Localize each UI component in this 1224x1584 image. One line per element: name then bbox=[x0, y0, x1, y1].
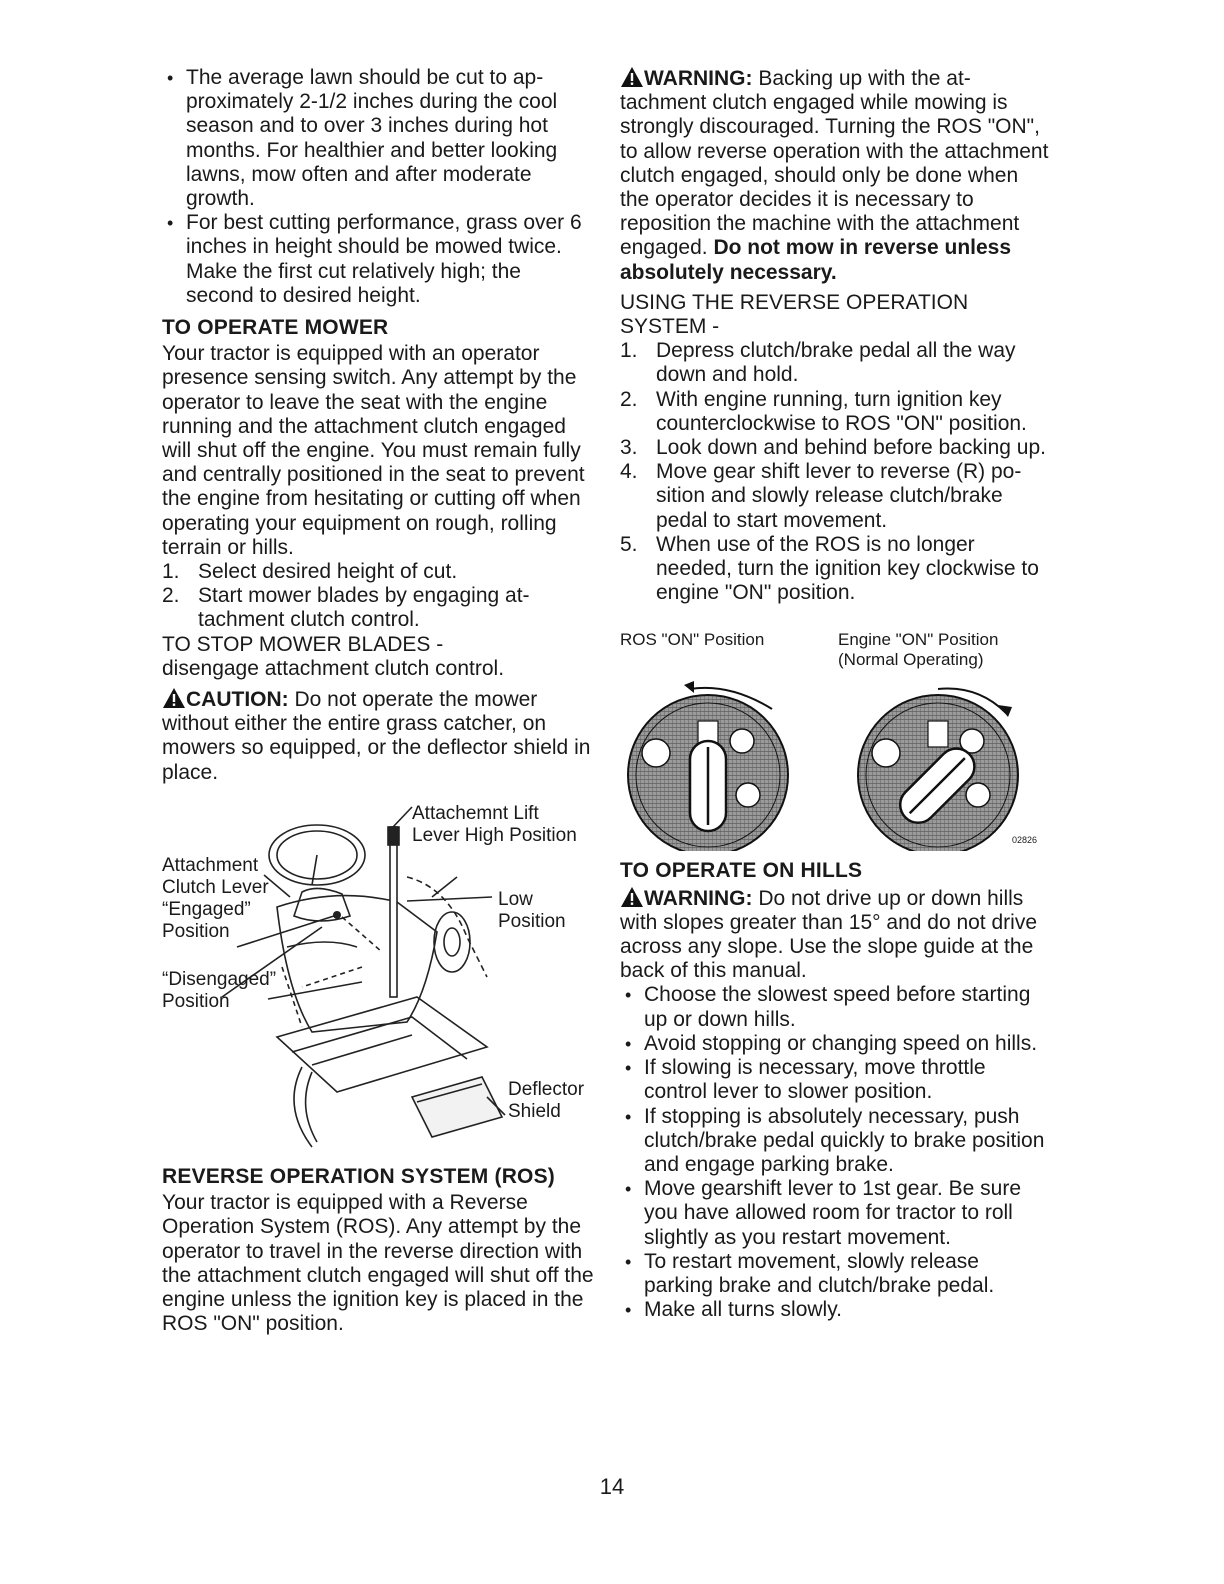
list-item: 3. Look down and behind before backing up. bbox=[620, 436, 1046, 460]
hills-warning-notice bbox=[620, 886, 1050, 984]
caution-notice bbox=[162, 687, 594, 785]
ros-heading: REVERSE OPERATION SYSTEM (ROS) bbox=[162, 1164, 555, 1188]
warning-triangle-icon bbox=[162, 687, 186, 709]
list-item: 2. With engine running, turn ignition key counterclockwise to ROS "ON" position. bbox=[620, 387, 1027, 435]
list-item: • The average lawn should be cut to approximately 2-1/2 inches during the cool season and to over 3 inches during hot months. For healthier and better looking lawns, mow often and after moderate growth. bbox=[162, 66, 594, 211]
list-item: • If slowing is necessary, move throttle control lever to slower position. bbox=[620, 1056, 1050, 1104]
engine-on-position-label: Engine "ON" Position bbox=[838, 630, 999, 650]
right-column bbox=[620, 66, 1050, 1322]
warning-text: Backing up with the attachment clutch engaged while mowing is strongly discouraged. Turning the ROS "ON", to allow reverse operation with the attachment clutch engaged, should only be done when the operator decides it is necessary to reposition the machine with the attachment engaged. bbox=[620, 67, 1049, 260]
clutch-engaged-label: “Engaged” bbox=[162, 898, 251, 920]
list-item: • Move gearshift lever to 1st gear. Be sure you have allowed room for tractor to roll slightly as you restart movement. bbox=[620, 1177, 1050, 1250]
warning-emphasis: Do not mow in reverse unless absolutely necessary. bbox=[620, 236, 1012, 284]
list-item: 1. Depress clutch/brake pedal all the way down and hold. bbox=[620, 339, 1016, 387]
low-position-label: Low bbox=[498, 888, 533, 910]
reverse-warning-notice bbox=[620, 66, 1050, 285]
list-item: • Avoid stopping or changing speed on hills. bbox=[620, 1032, 1050, 1056]
stop-blades-heading: TO STOP MOWER BLADES - bbox=[162, 632, 444, 656]
using-ros-heading: USING THE REVERSE OPERATION SYSTEM - bbox=[620, 290, 969, 339]
clutch-engaged-label: Position bbox=[162, 920, 230, 942]
warning-label: WARNING: bbox=[644, 886, 753, 910]
operate-mower-heading: TO OPERATE MOWER bbox=[162, 316, 389, 340]
ros-on-position-label: ROS "ON" Position bbox=[620, 630, 765, 650]
mower-attachment-figure bbox=[162, 797, 594, 1157]
ignition-dial-figure bbox=[620, 675, 1050, 851]
figure-code: 02826 bbox=[1012, 835, 1038, 846]
clutch-engaged-label: Clutch Lever bbox=[162, 876, 269, 898]
caution-text: Do not operate the mower without either the entire grass catcher, on mowers so equipped, or the deflector shield in place. bbox=[162, 688, 591, 784]
warning-triangle-icon bbox=[620, 66, 644, 88]
operate-mower-steps bbox=[162, 560, 594, 633]
disengaged-label: Position bbox=[162, 990, 230, 1012]
deflector-shield-label: Shield bbox=[508, 1100, 561, 1122]
left-column bbox=[162, 66, 594, 1336]
warning-label: WARNING: bbox=[644, 67, 753, 90]
engine-on-position-label: (Normal Operating) bbox=[838, 650, 984, 670]
list-item: • Make all turns slowly. bbox=[620, 1298, 1050, 1322]
operate-mower-body: Your tractor is equipped with an operator presence sensing switch. Any attempt by the operator to leave the seat with the engine running and the attachment clutch engaged will shut off the engine. You must remain fully and centrally positioned in the seat to prevent the engine from hesitating or cutting off when operating your equipment on rough, rolling terrain or hills. bbox=[162, 342, 585, 559]
list-item: 2. Start mower blades by engaging attachment clutch control. bbox=[162, 584, 530, 632]
warning-text: Do not drive up or down hills with slopes greater than 15° and do not drive across any slope. Use the slope guide at the back of this manual. bbox=[620, 886, 1037, 983]
list-item: • Choose the slowest speed before starting up or down hills. bbox=[620, 983, 1050, 1031]
hills-bullet-list bbox=[620, 983, 1050, 1322]
page-number: 14 bbox=[599, 1474, 625, 1499]
list-item: • For best cutting performance, grass over 6 inches in height should be mowed twice. Make the first cut relatively high; the second to desired height. bbox=[162, 211, 594, 308]
deflector-shield-label: Deflector bbox=[508, 1078, 585, 1100]
intro-bullet-list bbox=[162, 66, 594, 308]
warning-triangle-icon bbox=[620, 886, 644, 908]
lift-lever-label: Lever High Position bbox=[412, 824, 577, 846]
list-item: 5. When use of the ROS is no longer needed, turn the ignition key clockwise to engine "ON" position. bbox=[620, 532, 1039, 605]
low-position-label: Position bbox=[498, 910, 566, 932]
list-item: • If stopping is absolutely necessary, push clutch/brake pedal quickly to brake position and engage parking brake. bbox=[620, 1105, 1050, 1178]
engine-dial bbox=[858, 689, 1018, 852]
list-item: • To restart movement, slowly release parking brake and clutch/brake pedal. bbox=[620, 1250, 1050, 1298]
lift-lever-label: Attachemnt Lift bbox=[412, 802, 539, 824]
stop-blades-text: disengage attachment clutch control. bbox=[162, 656, 505, 680]
disengaged-label: “Disengaged” bbox=[162, 968, 277, 990]
using-ros-steps bbox=[620, 339, 1050, 605]
ros-dial bbox=[628, 681, 788, 851]
hills-heading: TO OPERATE ON HILLS bbox=[620, 859, 863, 883]
dial-caption-row bbox=[620, 629, 1050, 675]
clutch-engaged-label: Attachment bbox=[162, 854, 259, 876]
list-item: 4. Move gear shift lever to reverse (R) position and slowly release clutch/brake pedal to start movement. bbox=[620, 460, 1022, 532]
ignition-dials-illustration bbox=[620, 675, 1050, 851]
caution-label: CAUTION: bbox=[186, 688, 289, 712]
list-item: 1. Select desired height of cut. bbox=[162, 560, 458, 584]
ros-body: Your tractor is equipped with a Reverse Operation System (ROS). Any attempt by the operator to travel in the reverse direction with the attachment clutch engaged will shut off the engine unless the ignition key is placed in the ROS "ON" position. bbox=[162, 1191, 594, 1336]
